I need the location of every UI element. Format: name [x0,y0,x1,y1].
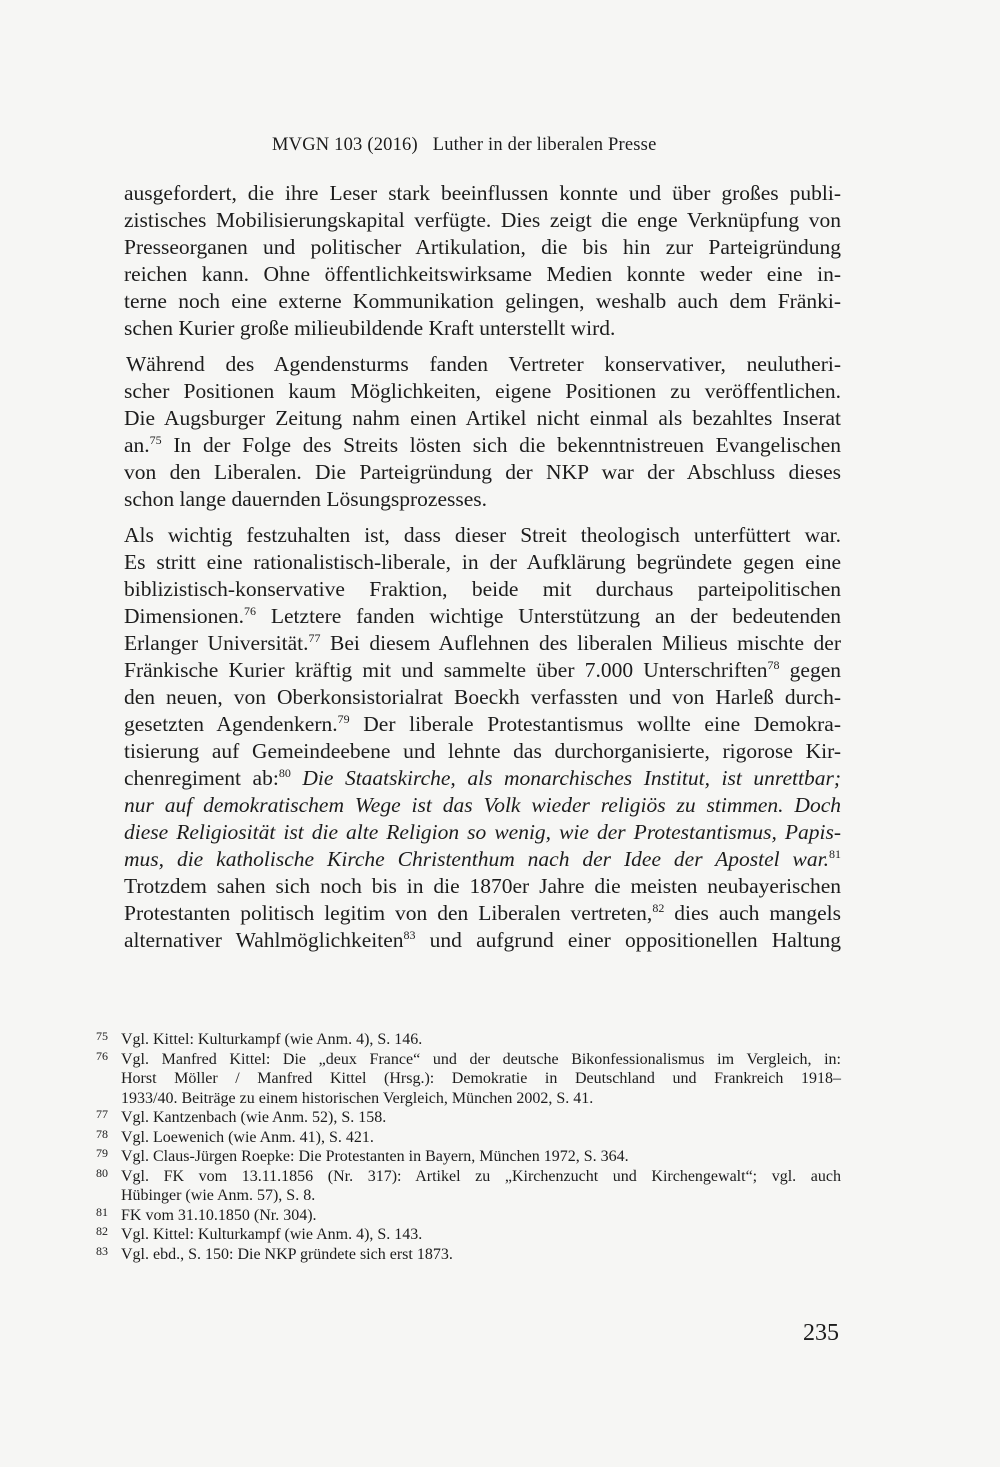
footnotes [96,1030,841,1264]
footnote-ref[interactable]: 80 [278,766,291,780]
text-line: Fränkische Kurier kräftig mit und sammelte über 7.000 Unterschriften$^{78}$ gegen [124,658,841,682]
text-line: an.$^{75}$ In der Folge des Streits lösten sich die bekenntnistreuen Evangelischen [124,433,842,457]
text-line: ausgefordert, die ihre Leser stark beeinflussen konnte und über großes publi- [124,181,841,205]
footnote-number: 75 [96,1029,108,1043]
footnote-text: Vgl. Kantzenbach (wie Anm. 52), S. 158. [121,1109,387,1126]
footnote-ref[interactable]: 76 [244,604,257,618]
text-line: mus, die katholische Kirche Christenthum nach der Idee der Apostel war.$^{81}$ [124,847,841,871]
footnote-number: 78 [96,1126,108,1141]
text-line: Erlanger Universität.$^{77}$ Bei diesem Auflehnen des liberalen Milieus mischte der [124,631,841,655]
footnote-number: 80 [96,1165,108,1180]
running-header [272,135,667,156]
page-number: 235 [803,1320,839,1346]
footnote [96,1206,841,1226]
footnote-text: Vgl. Claus-Jürgen Roepke: Die Protestanten in Bayern, München 1972, S. 364. [121,1148,629,1165]
text-line: Während des Agendensturms fanden Vertreter konservativer, neulutheri- [126,352,841,376]
text-line: den neuen, von Oberkonsistorialrat Boeckh verfassten und von Harleß durch- [124,685,841,709]
text-line: zistisches Mobilisierungskapital verfügte. Dies zeigt die enge Verknüpfung von [124,208,841,232]
footnote-ref[interactable]: 81 [829,847,841,861]
text-line: nur auf demokratischem Wege ist das Volk wieder religiös zu stimmen. Doch [124,793,841,817]
text-line: Die Augsburger Zeitung nahm einen Artikel nicht einmal als bezahltes Inserat [124,406,841,430]
footnote-number: 81 [96,1204,108,1219]
footnote-number: 76 [96,1048,108,1063]
text-line: terne noch eine externe Kommunikation gelingen, weshalb auch dem Fränki- [124,289,841,313]
footnote-ref[interactable]: 78 [767,658,780,672]
footnote-text: Vgl. ebd., S. 150: Die NKP gründete sich erst 1873. [121,1245,453,1263]
footnote [96,1050,841,1109]
footnote-text: Vgl. Loewenich (wie Anm. 41), S. 421. [121,1128,374,1146]
text-line: gesetzten Agendenkern.$^{79}$ Der liberale Protestantismus wollte eine Demokra- [124,712,841,736]
text-line: reichen kann. Ohne öffentlichkeitswirksame Medien konnte weder eine in- [124,262,841,286]
footnote-number: 77 [96,1107,108,1121]
footnote-text: Vgl. FK vom 13.11.1856 (Nr. 317): Artikel zu „Kirchenzucht und Kirchengewalt“; vgl. auch [121,1167,841,1185]
text-line: tisierung auf Gemeindeebene und lehnte das durchorganisierte, rigorose Kir- [124,739,841,763]
text-line: Protestanten politisch legitim von den Liberalen vertreten,$^{82}$ dies auch mangels [124,901,841,925]
footnote-number: 83 [96,1243,108,1258]
footnote [96,1147,841,1167]
footnote [96,1128,841,1148]
text-line: von den Liberalen. Die Parteigründung der NKP war der Abschluss dieses [124,460,841,484]
footnote-ref[interactable]: 79 [337,712,350,726]
text-line: Es stritt eine rationalistisch-liberale, in der Aufklärung begründete gegen eine [124,550,841,574]
text-line: biblizistisch-konservative Fraktion, beide mit durchaus parteipolitischen [124,577,841,601]
footnote-text: Hübinger (wie Anm. 57), S. 8. [121,1187,316,1204]
footnote-text: FK vom 31.10.1850 (Nr. 304). [121,1206,317,1224]
footnote [96,1108,841,1128]
text-line: schon lange dauernden Lösungsprozesses. [124,487,488,511]
footnote [96,1030,841,1050]
footnote-text: Vgl. Kittel: Kulturkampf (wie Anm. 4), S. 146. [121,1031,423,1048]
text-line: scher Positionen kaum Möglichkeiten, eigene Positionen zu veröffentlichen. [124,379,841,403]
footnote [96,1167,841,1206]
footnote [96,1245,841,1265]
footnote-text: Vgl. Manfred Kittel: Die „deux France“ und der deutsche Bikonfessionalismus im Vergleich, in: [121,1050,841,1068]
text-line: Presseorganen und politischer Artikulation, die bis hin zur Parteigründung [124,235,841,259]
text-line: diese Religiosität ist die alte Religion so wenig, wie der Protestantismus, Papis- [124,820,841,844]
text-line: Dimensionen.$^{76}$ Letztere fanden wichtige Unterstützung an der bedeutenden [124,604,842,628]
footnote-text: 1933/40. Beiträge zu einem historischen Vergleich, München 2002, S. 41. [121,1089,594,1107]
text-line: Als wichtig festzuhalten ist, dass dieser Streit theologisch unterfüttert war. [124,523,841,547]
footnote-number: 82 [96,1224,108,1238]
footnote-number: 79 [96,1146,108,1160]
text-line: Trotzdem sahen sich noch bis in die 1870er Jahre die meisten neubayerischen [124,874,841,898]
text-line: chenregiment ab:$^{80}$ Die Staatskirche, als monarchisches Institut, ist unrettbar; [124,766,841,790]
main-text [124,180,841,954]
footnote-ref[interactable]: 77 [308,631,321,645]
footnote-text: Vgl. Kittel: Kulturkampf (wie Anm. 4), S. 143. [121,1226,423,1243]
footnote [96,1225,841,1245]
footnote-ref[interactable]: 83 [403,928,416,942]
article-title: Luther in der liberalen Presse [432,135,657,155]
journal-reference: MVGN 103 (2016) [272,135,418,155]
footnote-text: Horst Möller / Manfred Kittel (Hrsg.): Demokratie in Deutschland und Frankreich 1918– [121,1070,841,1087]
text-line: schen Kurier große milieubildende Kraft unterstellt wird. [124,316,616,340]
footnote-ref[interactable]: 82 [652,901,665,915]
text-line: alternativer Wahlmöglichkeiten$^{83}$ und aufgrund einer oppositionellen Haltung [124,928,842,952]
footnote-ref[interactable]: 75 [149,433,162,447]
